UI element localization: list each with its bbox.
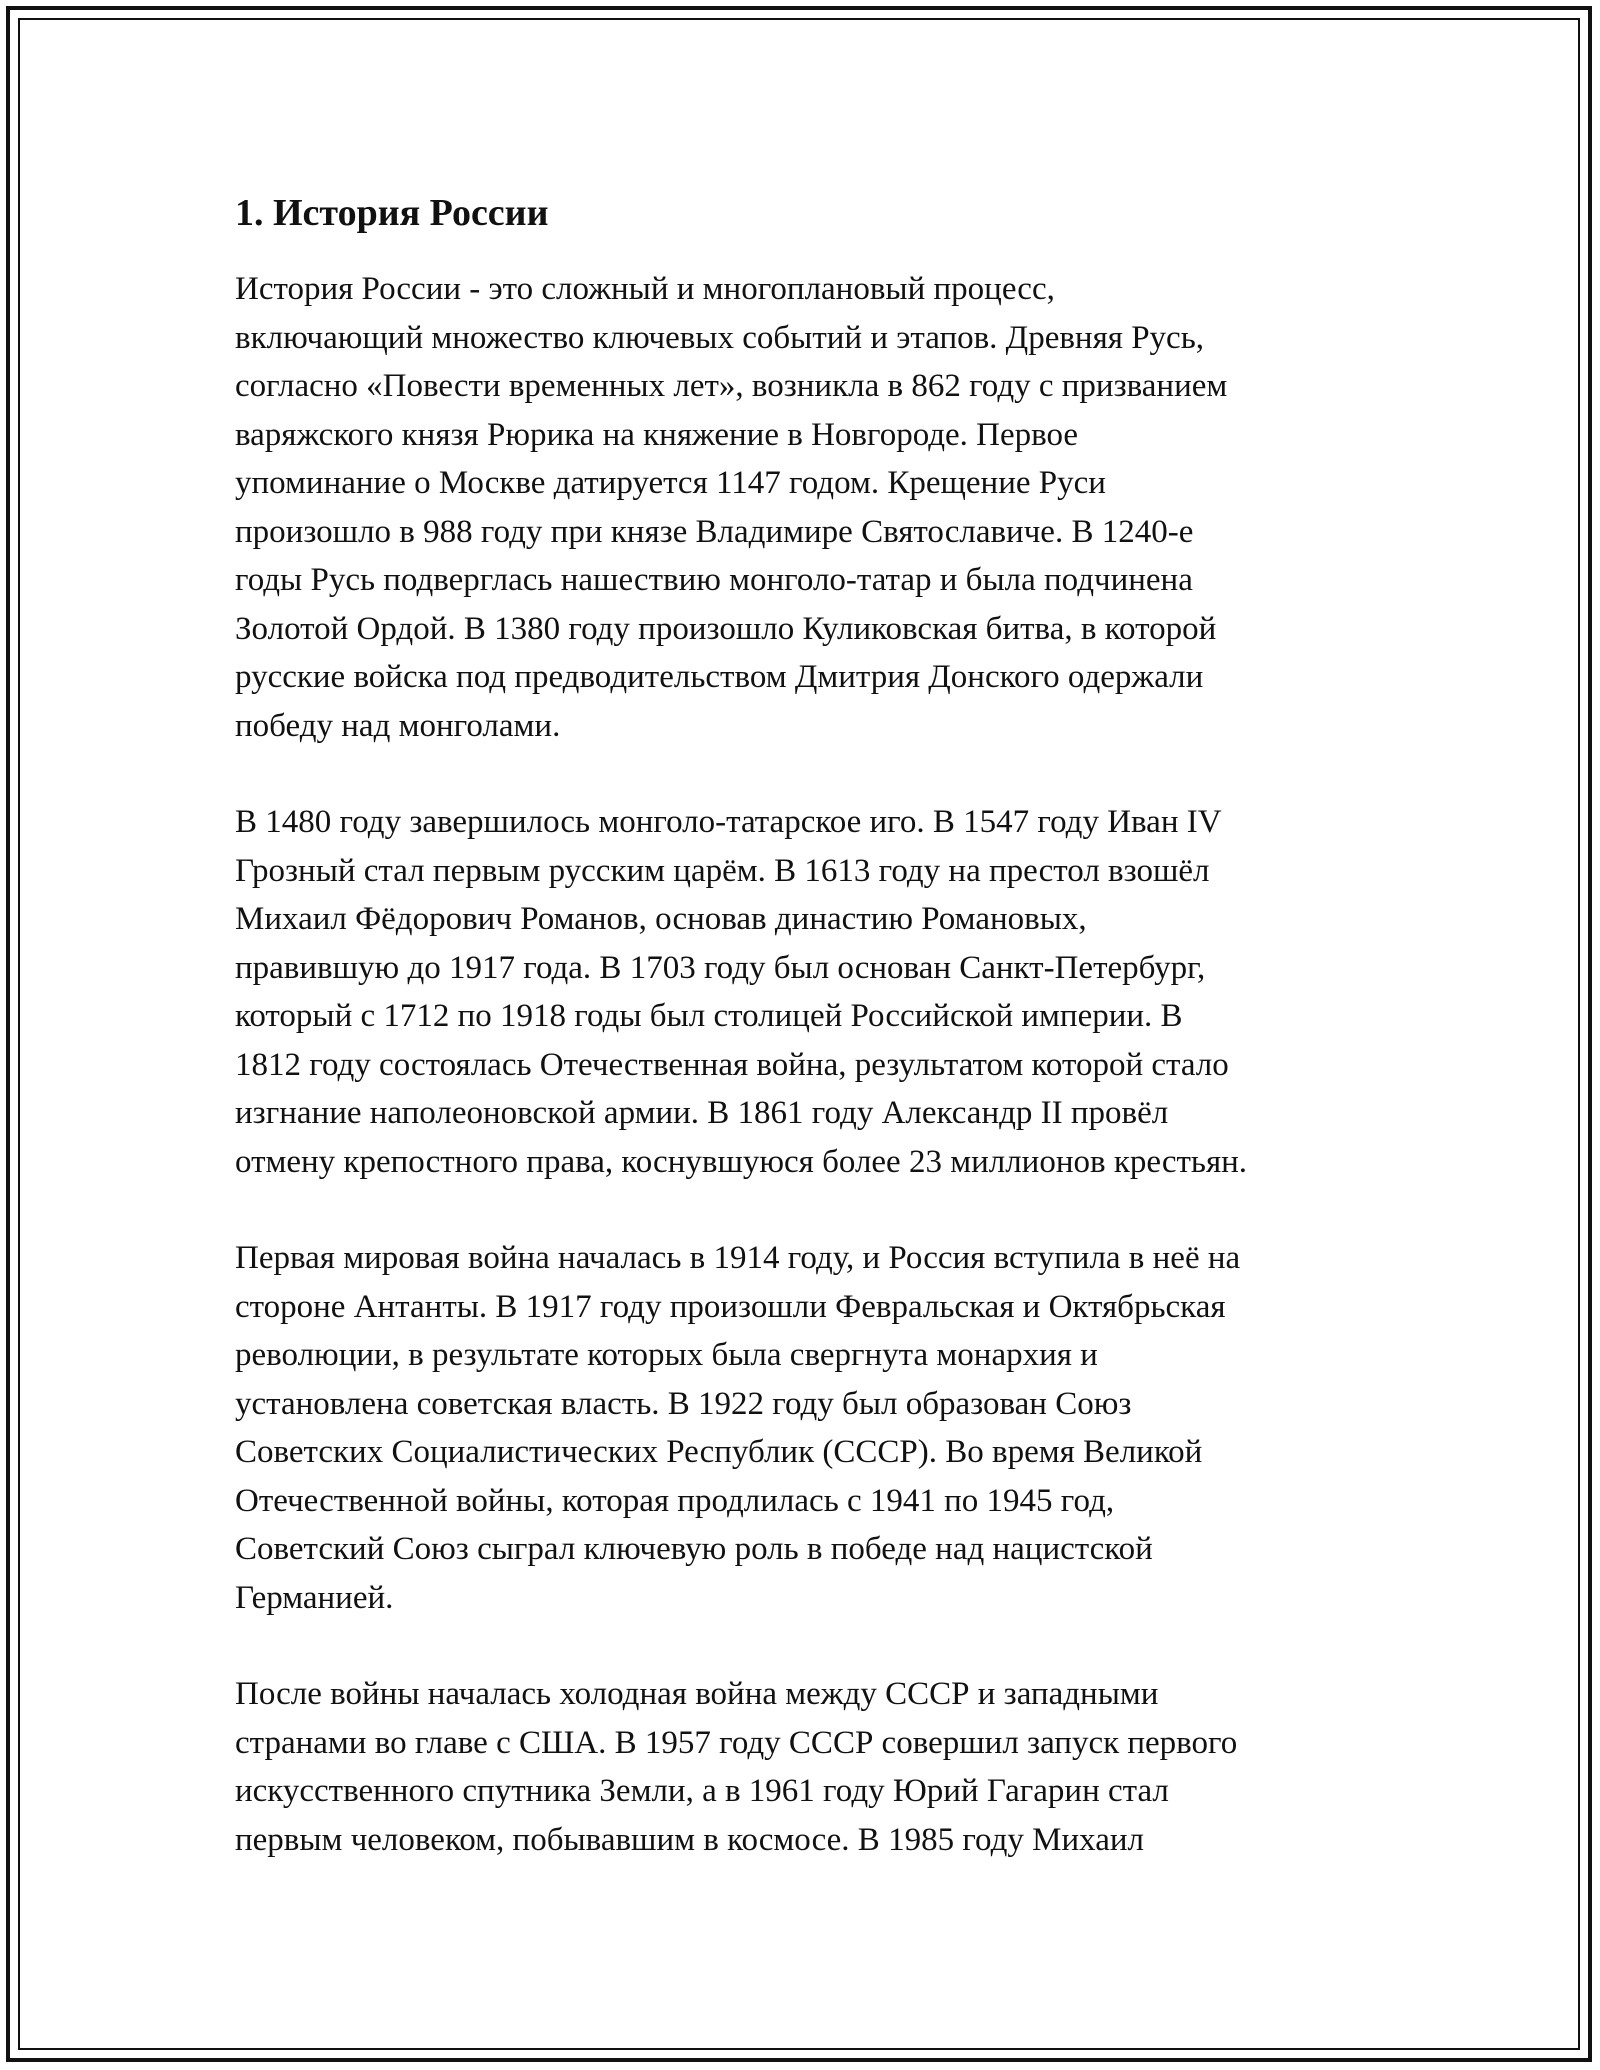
paragraph-line: История России - это сложный и многоплановый процесс, [235,271,1055,307]
paragraph-line: Михаил Фёдорович Романов, основав династию Романовых, [235,901,1087,937]
paragraph-line: В 1480 году завершилось монголо-татарское иго. В 1547 году Иван IV [235,804,1222,840]
paragraph-line: Советский Союз сыграл ключевую роль в победе над нацистской [235,1531,1153,1567]
paragraph-line: который с 1712 по 1918 годы был столицей Российской империи. В [235,998,1183,1034]
paragraph-1 [235,265,1375,750]
paragraph-line: упоминание о Москве датируется 1147 годом. Крещение Руси [235,465,1106,501]
paragraph-line: включающий множество ключевых событий и этапов. Древняя Русь, [235,319,1204,356]
paragraph-2 [235,798,1375,1186]
paragraph-line: стороне Антанты. В 1917 году произошли Февральская и Октябрьская [235,1288,1226,1325]
paragraph-line: искусственного спутника Земли, а в 1961 году Юрий Гагарин стал [235,1773,1169,1809]
paragraph-line: изгнание наполеоновской армии. В 1861 году Александр II провёл [235,1095,1169,1131]
paragraph-line: Грозный стал первым русским царём. В 1613 году на престол взошёл [235,852,1210,889]
paragraph-line: отмену крепостного права, коснувшуюся более 23 миллионов крестьян. [235,1143,1248,1180]
paragraph-4 [235,1670,1375,1864]
section-title: 1. История России [235,192,549,234]
paragraph-line: революции, в результате которых была свергнута монархия и [235,1337,1098,1373]
paragraph-line: Советских Социалистических Республик (СССР). Во время Великой [235,1434,1203,1470]
paragraph-line: 1812 году состоялась Отечественная война, результатом которой стало [235,1046,1229,1083]
paragraph-line: произошло в 988 году при князе Владимире Святославиче. В 1240-е [235,513,1194,550]
paragraph-line: странами во главе с США. В 1957 году СССР совершил запуск первого [235,1724,1238,1761]
paragraph-3 [235,1234,1375,1622]
paragraph-line: После войны началась холодная война между СССР и западными [235,1676,1159,1712]
paragraph-line: Отечественной войны, которая продлилась с 1941 по 1945 год, [235,1482,1115,1519]
paragraph-line: Германией. [235,1579,394,1616]
paragraph-line: установлена советская власть. В 1922 году был образован Союз [235,1385,1132,1422]
paragraph-line: русские войска под предводительством Дмитрия Донского одержали [235,659,1204,695]
paragraph-line: годы Русь подверглась нашествию монголо-татар и была подчинена [235,562,1193,598]
paragraph-line: первым человеком, побывавшим в космосе. В 1985 году Михаил [235,1821,1144,1858]
paragraph-line: Первая мировая война началась в 1914 году, и Россия вступила в неё на [235,1240,1241,1276]
paragraph-line: Золотой Ордой. В 1380 году произошло Куликовская битва, в которой [235,610,1217,647]
document-body [235,185,1375,1864]
paragraph-line: победу над монголами. [235,707,561,744]
paragraph-line: правившую до 1917 года. В 1703 году был основан Санкт-Петербург, [235,949,1206,986]
paragraph-line: согласно «Повести временных лет», возникла в 862 году с призванием [235,368,1228,404]
paragraph-line: варяжского князя Рюрика на княжение в Новгороде. Первое [235,416,1079,453]
